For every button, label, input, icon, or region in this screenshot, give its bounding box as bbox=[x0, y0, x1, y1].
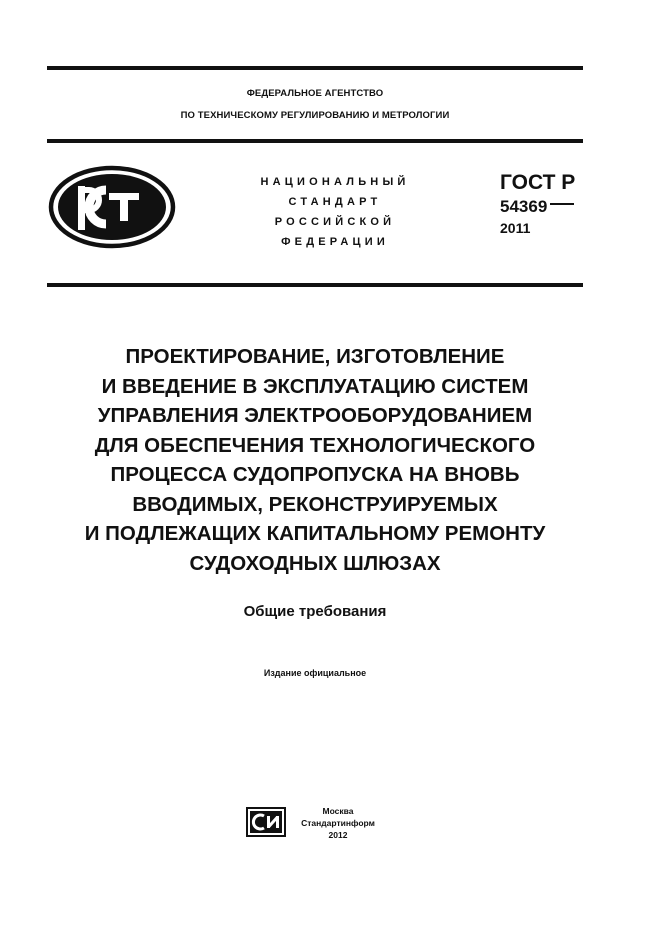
edition-label: Издание официальное bbox=[263, 668, 367, 678]
title-line: ПРОЦЕССА СУДОПРОПУСКА НА ВНОВЬ bbox=[110, 463, 520, 486]
publisher-name: Стандартинформ bbox=[301, 818, 375, 828]
title-line: УПРАВЛЕНИЯ ЭЛЕКТРООБОРУДОВАНИЕМ bbox=[97, 404, 533, 427]
top-rule bbox=[47, 66, 583, 70]
standard-designation bbox=[500, 170, 575, 237]
designation-number: 54369 bbox=[500, 197, 548, 216]
publisher-block bbox=[293, 805, 383, 841]
header-rule bbox=[47, 139, 583, 143]
block-rule bbox=[47, 283, 583, 287]
title-line: ДЛЯ ОБЕСПЕЧЕНИЯ ТЕХНОЛОГИЧЕСКОГО bbox=[94, 433, 536, 457]
designation-prefix: ГОСТ Р bbox=[500, 171, 576, 194]
gost-r-certification-mark-icon bbox=[48, 165, 176, 249]
title-line: ВВОДИМЫХ, РЕКОНСТРУИРУЕМЫХ bbox=[132, 492, 498, 516]
national-line-1: НАЦИОНАЛЬНЫЙ bbox=[260, 176, 410, 188]
standartinform-logo-icon bbox=[246, 807, 286, 837]
designation-dash bbox=[550, 203, 574, 205]
document-title bbox=[47, 342, 583, 578]
title-line: ПРОЕКТИРОВАНИЕ, ИЗГОТОВЛЕНИЕ bbox=[125, 345, 505, 368]
title-line: И ВВЕДЕНИЕ В ЭКСПЛУАТАЦИЮ СИСТЕМ bbox=[101, 374, 529, 398]
publisher-city: Москва bbox=[322, 806, 354, 816]
publisher-year: 2012 bbox=[328, 830, 348, 840]
title-line: СУДОХОДНЫХ ШЛЮЗАХ bbox=[189, 551, 441, 575]
national-line-4: ФЕДЕРАЦИИ bbox=[281, 236, 389, 248]
agency-line-2: ПО ТЕХНИЧЕСКОМУ РЕГУЛИРОВАНИЮ И МЕТРОЛОГИИ bbox=[180, 110, 450, 121]
title-line: И ПОДЛЕЖАЩИХ КАПИТАЛЬНОМУ РЕМОНТУ bbox=[84, 522, 546, 545]
national-line-2: СТАНДАРТ bbox=[288, 196, 382, 208]
designation-number-row bbox=[500, 196, 575, 218]
designation-year: 2011 bbox=[500, 220, 531, 236]
agency-line-1: ФЕДЕРАЛЬНОЕ АГЕНТСТВО bbox=[246, 88, 384, 99]
document-subtitle: Общие требования bbox=[243, 603, 387, 620]
national-standard-block bbox=[235, 172, 435, 252]
national-line-3: РОССИЙСКОЙ bbox=[274, 216, 396, 228]
